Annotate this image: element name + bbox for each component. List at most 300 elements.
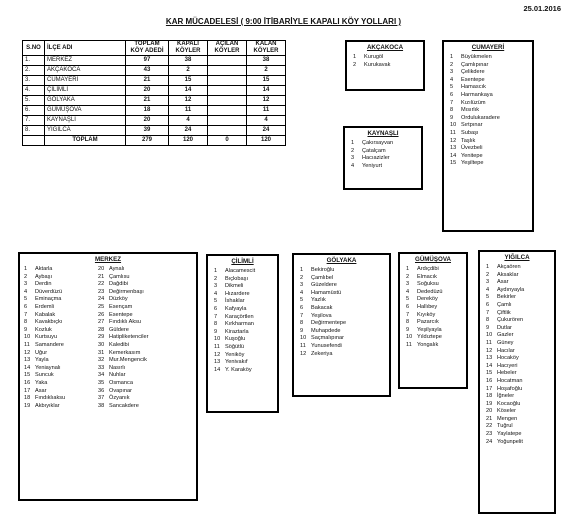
village-name: Dededüzü — [417, 288, 443, 295]
table-cell: 21 — [126, 76, 169, 86]
village-number: 11 — [300, 342, 306, 349]
village-name: Kabalak — [35, 311, 56, 318]
village-number: 12 — [300, 350, 307, 357]
village-name: Tuğrul — [497, 423, 513, 430]
village-name: İğneler — [497, 393, 515, 400]
village-number: 2 — [300, 274, 304, 281]
village-number: 10 — [214, 336, 221, 343]
table-row — [23, 56, 286, 66]
table-cell — [208, 116, 247, 126]
village-name: Soğuksu — [417, 281, 439, 288]
village-name: Kemerkasım — [109, 349, 141, 356]
village-item — [98, 350, 148, 358]
table-cell: 120 — [247, 136, 286, 146]
village-number: 13 — [450, 145, 457, 152]
village-number: 5 — [24, 296, 28, 303]
table-cell — [208, 96, 247, 106]
col-sno: S.NO — [23, 41, 45, 56]
village-name: Ovapınar — [109, 387, 133, 394]
village-item — [450, 160, 532, 168]
table-cell: ÇİLİMLİ — [45, 86, 126, 96]
village-item — [486, 439, 554, 447]
table-cell: 14 — [247, 86, 286, 96]
village-item — [450, 145, 532, 153]
village-item — [486, 355, 554, 363]
village-number: 16 — [486, 377, 493, 384]
summary-table — [22, 40, 286, 146]
district-box-kaynasli — [343, 126, 423, 190]
village-name: Fındıklıaksu — [35, 395, 66, 402]
village-number: 1 — [24, 266, 28, 272]
village-item — [486, 279, 554, 287]
table-cell: YIĞILCA — [45, 126, 126, 136]
village-name: Kıyıköy — [417, 311, 436, 318]
village-number: 33 — [98, 364, 105, 371]
village-number: 12 — [24, 349, 31, 356]
village-number: 35 — [98, 379, 105, 386]
village-number: 31 — [98, 349, 105, 356]
village-number: 10 — [300, 335, 307, 342]
village-number: 6 — [300, 304, 304, 311]
village-item — [486, 332, 554, 340]
village-item — [406, 266, 466, 274]
village-item — [24, 388, 94, 396]
village-item — [214, 268, 277, 276]
village-number: 29 — [98, 334, 105, 341]
village-number: 4 — [450, 76, 454, 83]
village-item — [486, 272, 554, 280]
village-number: 7 — [24, 311, 28, 318]
table-cell: 279 — [126, 136, 169, 146]
village-number: 2 — [486, 271, 490, 278]
village-number: 2 — [406, 273, 410, 280]
district-title: GÜMÜŞOVA — [415, 256, 451, 263]
village-item — [450, 107, 532, 115]
village-name: Hamascık — [461, 84, 486, 91]
village-name: Aynalı — [109, 266, 125, 272]
village-number: 5 — [486, 294, 490, 301]
village-name: Erdemli — [35, 303, 54, 310]
village-name: Kozluk — [35, 326, 52, 333]
village-number: 13 — [24, 357, 31, 364]
village-item — [486, 393, 554, 401]
village-name: Ardıçdibi — [417, 266, 439, 272]
village-number: 4 — [214, 290, 218, 297]
village-name: Güney — [497, 339, 514, 346]
village-number: 1 — [406, 266, 410, 272]
village-item — [214, 359, 277, 367]
village-number: 15 — [450, 160, 457, 167]
village-number: 5 — [300, 297, 304, 304]
village-name: Mur.Mengencik — [109, 357, 147, 364]
village-name: Kocaoğlu — [497, 400, 521, 407]
village-name: Düverdüzü — [35, 288, 63, 295]
table-cell: 5. — [23, 96, 45, 106]
village-name: Yeniaynalı — [35, 364, 61, 371]
village-name: Yazlık — [311, 297, 326, 304]
village-item — [214, 314, 277, 322]
table-cell: 12 — [169, 96, 208, 106]
village-name: Uğur — [35, 349, 48, 356]
village-number: 21 — [98, 273, 105, 280]
village-item — [24, 289, 94, 297]
village-name: Yenivakıf — [225, 359, 248, 366]
village-number: 7 — [406, 311, 410, 318]
village-item — [98, 304, 148, 312]
village-item — [24, 327, 94, 335]
table-cell: 11 — [247, 106, 286, 116]
village-item — [486, 370, 554, 378]
village-item — [486, 340, 554, 348]
table-row — [23, 76, 286, 86]
village-item — [98, 342, 148, 350]
village-number: 32 — [98, 357, 105, 364]
village-name: Karaçörtlen — [225, 313, 254, 320]
village-number: 6 — [450, 91, 454, 98]
village-name: Özyanık — [109, 395, 130, 402]
village-item — [486, 348, 554, 356]
village-name: Aksaklar — [497, 271, 519, 278]
col-district: İLÇE ADI — [45, 41, 126, 56]
table-cell: 120 — [169, 136, 208, 146]
village-name: Esentepe — [461, 76, 485, 83]
village-name: Asar — [35, 387, 47, 394]
village-item — [98, 266, 148, 274]
village-name: Düzköy — [109, 296, 128, 303]
village-name: Suncuk — [35, 372, 54, 379]
village-item — [486, 294, 554, 302]
village-number: 4 — [351, 162, 355, 169]
village-name: Kızılüzüm — [461, 99, 486, 106]
district-box-gumusova — [398, 252, 468, 389]
village-name: Dağdibi — [109, 281, 128, 288]
village-number: 12 — [214, 351, 221, 358]
village-item — [486, 408, 554, 416]
village-item — [214, 283, 277, 291]
village-number: 11 — [406, 341, 412, 348]
village-item — [406, 327, 466, 335]
village-name: Çatalçam — [362, 147, 386, 154]
village-name: Hocatman — [497, 377, 523, 384]
village-name: Yayla — [35, 357, 49, 364]
village-item — [351, 155, 421, 163]
village-item — [98, 274, 148, 282]
village-item — [24, 304, 94, 312]
village-number: 22 — [98, 281, 105, 288]
village-item — [98, 289, 148, 297]
village-name: Samandere — [35, 341, 64, 348]
village-item — [98, 388, 148, 396]
village-item — [300, 297, 389, 305]
village-number: 11 — [450, 129, 456, 136]
village-name: Zekeriya — [311, 350, 333, 357]
village-name: Y. Karaköy — [225, 366, 252, 373]
report-date: 25.01.2016 — [523, 4, 561, 13]
village-name: Köseler — [497, 408, 516, 415]
village-name: Kiraztarla — [225, 328, 249, 335]
village-number: 17 — [24, 387, 31, 394]
village-name: Akçaören — [497, 264, 521, 270]
village-item — [486, 378, 554, 386]
village-number: 24 — [98, 296, 105, 303]
table-cell: KAYNAŞLI — [45, 116, 126, 126]
table-cell: 12 — [247, 96, 286, 106]
village-number: 14 — [24, 364, 31, 371]
village-name: Yoğunpelit — [497, 438, 523, 445]
village-number: 3 — [406, 281, 410, 288]
village-name: Harmankaya — [461, 91, 493, 98]
village-number: 18 — [486, 393, 493, 400]
village-item — [450, 153, 532, 161]
village-item — [406, 274, 466, 282]
village-name: Güzeldere — [311, 282, 337, 289]
village-name: Çukurören — [497, 317, 524, 324]
village-name: Çiftlik — [497, 309, 511, 316]
village-name: Aydınyayla — [497, 286, 525, 293]
table-row — [23, 126, 286, 136]
village-item — [450, 138, 532, 146]
village-number: 20 — [98, 266, 105, 272]
village-name: Çamlıbel — [311, 274, 334, 281]
village-number: 3 — [486, 279, 490, 286]
village-number: 3 — [214, 283, 218, 290]
village-item — [214, 367, 277, 375]
col-remaining: KALAN KÖYLER — [247, 41, 286, 56]
village-item — [98, 365, 148, 373]
village-item — [486, 325, 554, 333]
village-number: 18 — [24, 395, 31, 402]
village-name: Akbıyıklar — [35, 402, 60, 409]
village-name: Yeşilova — [311, 312, 332, 319]
village-name: Kırkharman — [225, 321, 254, 328]
village-name: Sırtpınar — [461, 122, 483, 129]
village-item — [24, 296, 94, 304]
village-item — [450, 115, 532, 123]
village-number: 1 — [300, 267, 304, 273]
village-item — [98, 281, 148, 289]
village-item — [406, 304, 466, 312]
village-number: 17 — [486, 385, 493, 392]
village-name: Hızardere — [225, 290, 250, 297]
village-item — [486, 401, 554, 409]
village-number: 9 — [214, 328, 218, 335]
village-name: Eminaçma — [35, 296, 62, 303]
district-title: AKÇAKOCA — [366, 44, 404, 51]
village-item — [214, 298, 277, 306]
village-item — [214, 291, 277, 299]
village-name: Kavakbıçkı — [35, 319, 63, 326]
village-number: 15 — [486, 370, 493, 377]
village-name: Yıldıztepe — [417, 334, 442, 341]
table-row — [23, 66, 286, 76]
village-name: Değirmenbaşı — [109, 288, 144, 295]
village-number: 4 — [406, 288, 410, 295]
village-number: 10 — [24, 334, 31, 341]
district-title: MERKEZ — [94, 256, 122, 263]
village-number: 22 — [486, 423, 493, 430]
village-number: 12 — [450, 137, 457, 144]
village-name: Aybaşı — [35, 273, 52, 280]
village-number: 30 — [98, 341, 105, 348]
village-name: Değirmentepe — [311, 320, 347, 327]
village-number: 7 — [300, 312, 304, 319]
village-item — [214, 352, 277, 360]
table-row — [23, 96, 286, 106]
table-cell: 4 — [169, 116, 208, 126]
village-name: Elmacık — [417, 273, 437, 280]
village-number: 6 — [24, 303, 28, 310]
village-name: Yeniyurt — [362, 162, 383, 169]
district-box-akcakoca — [345, 40, 425, 91]
village-number: 10 — [450, 122, 457, 129]
village-name: Güldere — [109, 326, 129, 333]
village-name: Hacıazizler — [362, 155, 390, 162]
table-cell: CUMAYERİ — [45, 76, 126, 86]
village-number: 15 — [24, 372, 31, 379]
table-cell: 38 — [169, 56, 208, 66]
village-name: Esentepe — [109, 311, 133, 318]
table-row — [23, 86, 286, 96]
village-name: Yeşilyayla — [417, 326, 442, 333]
village-name: Derdin — [35, 281, 52, 288]
table-cell: 39 — [126, 126, 169, 136]
village-number: 1 — [486, 264, 490, 270]
village-item — [98, 327, 148, 335]
village-item — [24, 372, 94, 380]
table-cell: 6. — [23, 106, 45, 116]
village-name: Esençam — [109, 303, 133, 310]
table-cell: 3. — [23, 76, 45, 86]
village-item — [406, 296, 466, 304]
village-name: Subaşı — [461, 129, 479, 136]
village-name: Fındıklı Aksu — [109, 319, 142, 326]
table-row — [23, 116, 286, 126]
village-item — [98, 403, 148, 411]
table-cell — [208, 86, 247, 96]
village-item — [406, 319, 466, 327]
village-item — [406, 334, 466, 342]
village-item — [300, 282, 389, 290]
table-cell: 18 — [126, 106, 169, 116]
village-number: 13 — [214, 359, 221, 366]
district-title: CUMAYERİ — [471, 44, 505, 51]
village-name: Çamlı — [497, 301, 512, 308]
village-number: 21 — [486, 415, 493, 422]
village-number: 10 — [486, 332, 493, 339]
village-number: 5 — [406, 296, 410, 303]
village-item — [214, 321, 277, 329]
table-cell: AKÇAKOCA — [45, 66, 126, 76]
district-title: GÖLYAKA — [326, 257, 357, 264]
village-name: Nuhlar — [109, 372, 126, 379]
village-number: 3 — [450, 69, 454, 76]
village-item — [214, 276, 277, 284]
district-title: KAYNAŞLI — [367, 130, 399, 137]
village-name: Nasırlı — [109, 364, 126, 371]
village-item — [406, 312, 466, 320]
village-item — [300, 313, 389, 321]
village-name: Bakacak — [311, 304, 333, 311]
village-number: 38 — [98, 402, 105, 409]
table-cell: 2 — [247, 66, 286, 76]
village-number: 7 — [486, 309, 490, 316]
village-number: 9 — [24, 326, 28, 333]
district-box-merkez — [18, 252, 198, 501]
district-title: ÇİLİMLİ — [231, 258, 254, 265]
village-number: 28 — [98, 326, 105, 333]
village-item — [300, 335, 389, 343]
village-name: Kuşoğlu — [225, 336, 246, 343]
table-cell: 97 — [126, 56, 169, 66]
table-header-row — [23, 41, 286, 56]
village-item — [450, 54, 532, 62]
village-item — [98, 334, 148, 342]
village-item — [486, 302, 554, 310]
village-item — [24, 319, 94, 327]
village-item — [450, 130, 532, 138]
village-number: 1 — [214, 268, 218, 274]
village-name: Gazler — [497, 332, 514, 339]
table-cell: 11 — [169, 106, 208, 116]
col-total-villages: TOPLAM KÖY ADEDİ — [126, 41, 169, 56]
village-item — [24, 334, 94, 342]
village-number: 3 — [300, 282, 304, 289]
village-name: Yaylatepe — [497, 431, 522, 438]
village-number: 27 — [98, 319, 105, 326]
village-item — [24, 312, 94, 320]
village-item — [486, 431, 554, 439]
village-item — [24, 365, 94, 373]
table-cell: 2. — [23, 66, 45, 76]
village-name: Saçmalıpınar — [311, 335, 344, 342]
village-name: Hoşafoğlu — [497, 385, 523, 392]
village-item — [214, 329, 277, 337]
table-cell: TOPLAM — [45, 136, 126, 146]
village-item — [450, 62, 532, 70]
village-item — [24, 380, 94, 388]
village-item — [300, 290, 389, 298]
village-item — [214, 306, 277, 314]
table-cell: GÖLYAKA — [45, 96, 126, 106]
village-name: Yenitepe — [461, 152, 483, 159]
village-name: İshaklar — [225, 298, 245, 305]
village-name: Hamamüstü — [311, 289, 342, 296]
table-cell: MERKEZ — [45, 56, 126, 66]
village-item — [406, 289, 466, 297]
village-item — [486, 310, 554, 318]
village-number: 6 — [214, 305, 218, 312]
village-item — [486, 264, 554, 272]
village-item — [98, 296, 148, 304]
district-box-cilimli — [206, 254, 279, 413]
village-number: 13 — [486, 355, 493, 362]
district-box-golyaka — [292, 253, 391, 397]
village-item — [406, 281, 466, 289]
table-cell: 20 — [126, 116, 169, 126]
village-item — [406, 342, 466, 350]
village-name: Kurtsuyu — [35, 334, 58, 341]
village-item — [351, 140, 421, 148]
village-number: 1 — [450, 54, 454, 60]
village-name: Yeniköy — [225, 351, 245, 358]
village-number: 4 — [300, 289, 304, 296]
village-name: Alacamescit — [225, 268, 256, 274]
village-number: 2 — [353, 61, 357, 68]
district-box-cumayeri — [442, 40, 534, 232]
table-row — [23, 106, 286, 116]
table-cell: GÜMÜŞOVA — [45, 106, 126, 116]
village-item — [24, 281, 94, 289]
